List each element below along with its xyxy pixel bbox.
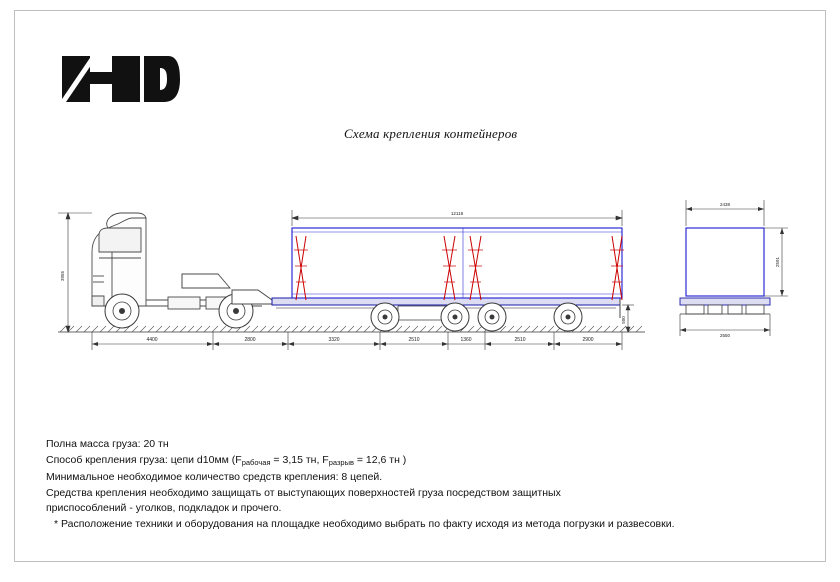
note-lashing-method xyxy=(46,453,746,471)
dim-rear-height: 2591 xyxy=(775,256,780,268)
note-protection-2: приспособлений - уголков, подкладок и прочего. xyxy=(46,502,282,514)
note-protection-1: Средства крепления необходимо защищать от выступающих поверхностей груза посредством защитных xyxy=(46,486,561,499)
dim-3: 3320 xyxy=(328,337,340,343)
dim-5: 1360 xyxy=(460,337,472,343)
note-lashing-prefix: Способ крепления груза: цепи d10мм (F xyxy=(46,453,242,466)
dim-deck-height: 500 xyxy=(621,316,626,324)
dim-rear-width: 2438 xyxy=(719,202,731,207)
note-total-mass: Полна масса груза: 20 тн xyxy=(46,438,169,450)
dim-4: 2510 xyxy=(408,337,420,343)
dim-cab-height: 3955 xyxy=(60,270,65,282)
dim-2: 2800 xyxy=(244,337,256,343)
page-title: Схема крепления контейнеров xyxy=(344,126,518,141)
note-footnote: * Расположение техники и оборудования на площадке необходимо выбрать по факту исходя из метода погрузки и развесовки. xyxy=(54,517,675,530)
dim-container-length: 12118 xyxy=(450,211,464,216)
note-lashing-suffix: = 12,6 тн ) xyxy=(353,453,407,466)
note-min-quantity: Минимальное необходимое количество средств крепления: 8 цепей. xyxy=(46,471,383,483)
note-lashing-mid: = 3,15 тн, F xyxy=(270,453,329,466)
notes-block xyxy=(46,437,746,532)
dim-6: 2510 xyxy=(514,337,526,343)
dim-7: 2900 xyxy=(582,337,594,343)
dim-rear-base: 2550 xyxy=(719,333,731,338)
note-sub-break: разрыв xyxy=(328,457,354,467)
dim-1: 4400 xyxy=(146,337,158,343)
note-sub-working: рабочая xyxy=(241,457,271,467)
hd-logo xyxy=(60,50,180,106)
